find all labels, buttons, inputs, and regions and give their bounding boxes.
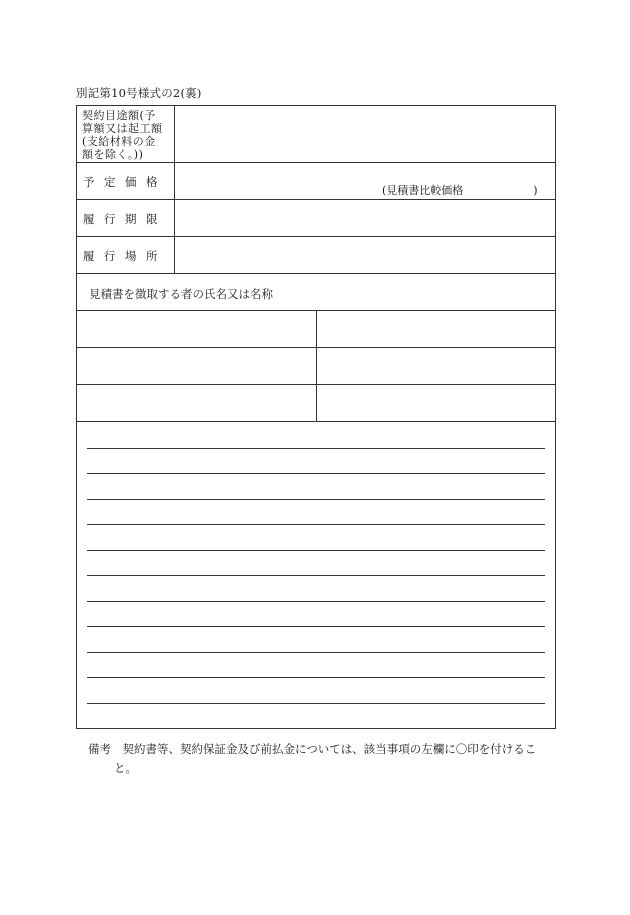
collector-row-1: [77, 311, 555, 348]
remarks-line-2: と。: [114, 761, 137, 775]
estimate-comparison-price: [382, 182, 538, 198]
place-value[interactable]: [175, 237, 555, 273]
collector-row-2: [77, 348, 555, 385]
deadline-value[interactable]: [175, 200, 555, 236]
deadline-row: [77, 200, 555, 237]
collector-header-row: [77, 274, 555, 311]
writing-line: [87, 524, 545, 525]
purpose-amount-row: [77, 106, 555, 163]
place-label-cell: [77, 237, 175, 273]
writing-line: [87, 677, 545, 678]
remarks-note: [88, 740, 536, 778]
remarks-line-1: 備考 契約書等、契約保証金及び前払金については、該当事項の左欄に〇印を付けるこ: [88, 742, 537, 756]
purpose-amount-value[interactable]: [175, 106, 555, 162]
deadline-label-cell: [77, 200, 175, 236]
collector-divider: [316, 311, 317, 347]
estimate-form-table: [76, 105, 556, 729]
writing-line: [87, 703, 545, 704]
writing-line: [87, 575, 545, 576]
form-id: 別記第10号様式の2(裏): [76, 86, 202, 100]
planned-price-label: 予定価格: [83, 175, 167, 189]
place-row: [77, 237, 555, 274]
writing-line: [87, 499, 545, 500]
place-label: 履行場所: [83, 249, 167, 263]
purpose-amount-label: 契約目途額(予 算額又は起工額 (支給材料の金 額を除く。)): [82, 109, 163, 161]
deadline-label: 履行期限: [83, 212, 167, 226]
collector-label: 見積書を徴取する者の氏名又は名称: [89, 287, 273, 301]
estimate-comparison-price-label: (見積書比較価格: [382, 184, 464, 197]
writing-line: [87, 550, 545, 551]
writing-area[interactable]: [77, 422, 555, 728]
planned-price-row: [77, 163, 555, 200]
collector-divider: [316, 385, 317, 421]
writing-line: [87, 473, 545, 474]
writing-line: [87, 448, 545, 449]
purpose-amount-label-cell: [77, 106, 175, 162]
collector-row-3: [77, 385, 555, 422]
writing-line: [87, 652, 545, 653]
writing-line: [87, 601, 545, 602]
collector-divider: [316, 348, 317, 384]
writing-line: [87, 626, 545, 627]
planned-price-label-cell: [77, 163, 175, 199]
estimate-comparison-price-close: ): [533, 184, 538, 197]
